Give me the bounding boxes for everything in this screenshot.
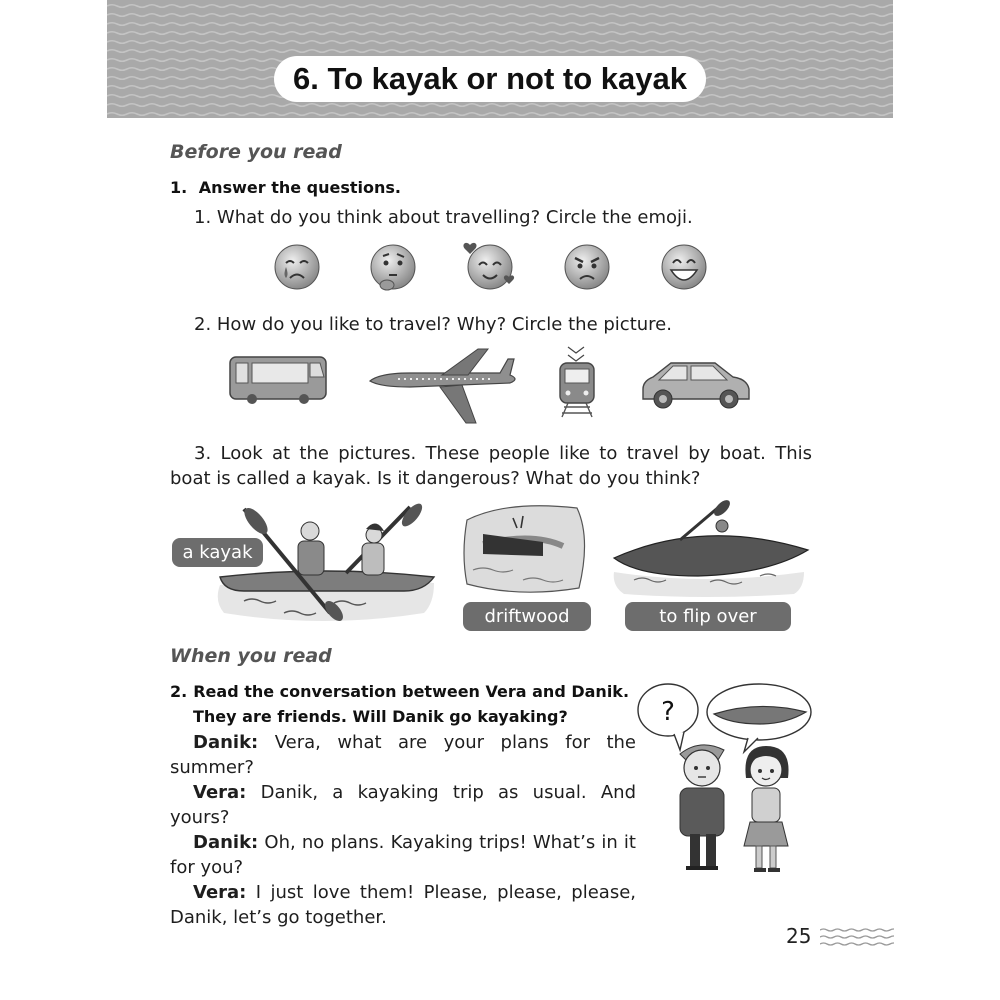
- question-bubble-text: ?: [661, 697, 675, 727]
- speaker: Vera:: [193, 782, 247, 803]
- car-icon[interactable]: [643, 363, 749, 408]
- footer-wave-decoration: [820, 924, 894, 950]
- task-number: 1.: [170, 178, 188, 197]
- line-text: I just love them! Please, please, please, Danik, let’s go together.: [170, 882, 636, 928]
- lesson-title: 6. To kayak or not to kayak: [293, 61, 687, 96]
- kayak-label: a kayak: [172, 538, 263, 567]
- airplane-icon[interactable]: [370, 349, 515, 423]
- question-1: 1. What do you think about travelling? Circle the emoji.: [194, 207, 693, 228]
- page-number: 25: [786, 924, 812, 948]
- task-line-1: Read the conversation between Vera and Danik.: [193, 682, 630, 701]
- grinning-emoji-icon[interactable]: [662, 245, 706, 289]
- task-text: Answer the questions.: [198, 178, 401, 197]
- dialogue: [170, 730, 636, 930]
- characters-illustration: [636, 682, 816, 877]
- angry-emoji-icon[interactable]: [565, 245, 609, 289]
- girl-figure: [744, 746, 789, 870]
- dialogue-line: [170, 830, 636, 880]
- question-3: 3. Look at the pictures. These people like to travel by boat. This boat is called a kayak. Is it dangerous? What do you think?: [170, 443, 812, 489]
- transport-row: [226, 345, 756, 430]
- crying-emoji-icon[interactable]: [275, 245, 319, 289]
- dialogue-line: [170, 780, 636, 830]
- dialogue-line: [170, 730, 636, 780]
- line-text: Danik, a kayaking trip as usual. And yours?: [170, 782, 636, 828]
- task-2: [170, 679, 629, 729]
- task-line-2: They are friends. Will Danik go kayaking?: [193, 707, 568, 726]
- before-you-read-heading: Before you read: [170, 141, 342, 163]
- task-1: [170, 178, 401, 197]
- question-2: 2. How do you like to travel? Why? Circle the picture.: [194, 314, 672, 335]
- tram-icon[interactable]: [560, 347, 594, 417]
- speaker: Danik:: [193, 732, 259, 753]
- in-love-emoji-icon[interactable]: [463, 243, 514, 289]
- boy-figure: [680, 745, 724, 868]
- emoji-row: [262, 240, 722, 296]
- when-you-read-heading: When you read: [170, 645, 332, 667]
- bus-icon[interactable]: [230, 357, 326, 404]
- lesson-title-pill: [274, 56, 706, 102]
- speaker: Vera:: [193, 882, 247, 903]
- driftwood-illustration: [463, 500, 591, 600]
- dialogue-line: [170, 880, 636, 930]
- flip-over-illustration: [610, 500, 810, 600]
- speaker: Danik:: [193, 832, 259, 853]
- task-number: 2.: [170, 682, 188, 701]
- line-text: Oh, no plans. Kayaking trips! What’s in it for you?: [170, 832, 636, 878]
- line-text: Vera, what are your plans for the summer?: [170, 732, 636, 778]
- driftwood-label: driftwood: [463, 602, 591, 631]
- thinking-emoji-icon[interactable]: [371, 245, 415, 290]
- flip-over-label: to flip over: [625, 602, 791, 631]
